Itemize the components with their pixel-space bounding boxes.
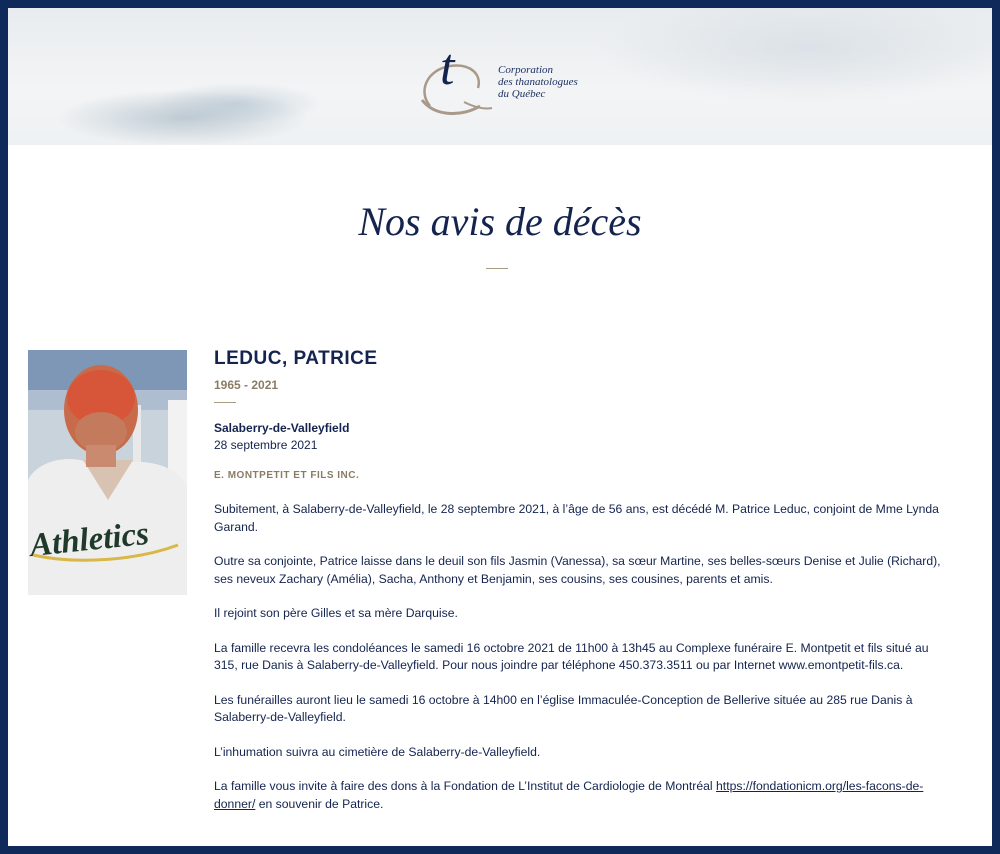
- obituary-paragraph: Subitement, à Salaberry-de-Valleyfield, le 28 septembre 2021, à l’âge de 56 ans, est décédé M. Patrice Leduc, conjoint de Mme Lynda Garand.: [214, 502, 939, 534]
- photo-shirt-text: Athletics: [28, 515, 151, 565]
- death-city: Salaberry-de-Valleyfield: [214, 421, 350, 435]
- logo-line-1: Corporation: [498, 64, 554, 76]
- obituary-paragraph: L’inhumation suivra au cimetière de Salaberry-de-Valleyfield.: [214, 744, 541, 759]
- death-date: 28 septembre 2021: [214, 438, 318, 452]
- page-frame: [8, 8, 992, 846]
- name-divider: [214, 402, 236, 403]
- header-banner: [8, 8, 992, 145]
- obituary-paragraph: Les funérailles auront lieu le samedi 16 octobre à 14h00 en l’église Immaculée-Conception de Bellerive située au 285 rue Danis à Salaberry-de-Valleyfield.: [214, 692, 913, 724]
- donation-paragraph: [214, 778, 954, 813]
- logo-line-2: des thanatologues: [498, 76, 578, 88]
- donation-link[interactable]: https://fondationicm.org/les-facons-de-donner/: [214, 779, 924, 811]
- obituary-content: [214, 346, 954, 813]
- logo[interactable]: [416, 40, 596, 120]
- donation-text-end: en souvenir de Patrice.: [255, 796, 384, 811]
- logo-text: [498, 64, 578, 100]
- title-divider: [486, 268, 508, 269]
- obituary-paragraph: Outre sa conjointe, Patrice laisse dans le deuil son fils Jasmin (Vanessa), sa sœur Martine, ses belles-sœurs Denise et Julie (Richard), ses neveux Zachary (Amélia), Sacha, Anthony et Benjamin, ses cousins, ses cousines, parents et amis.: [214, 554, 941, 586]
- logo-line-3: du Québec: [498, 88, 546, 100]
- life-years: 1965 - 2021: [214, 378, 279, 392]
- donation-text: La famille vous invite à faire des dons à la Fondation de L’Institut de Cardiologie de Montréal: [214, 779, 717, 793]
- deceased-photo: [28, 350, 187, 595]
- obituary-paragraph: La famille recevra les condoléances le samedi 16 octobre 2021 de 11h00 à 13h45 au Complexe funéraire E. Montpetit et fils situé au 315, rue Danis à Salaberry-de-Valleyfield. Pour nous joindre par téléphone 450.373.3511 ou par Internet www.emontpetit-fils.ca.: [214, 640, 929, 672]
- page-title: Nos avis de décès: [358, 199, 642, 244]
- deceased-name: LEDUC, PATRICE: [214, 348, 378, 369]
- svg-text:t: t: [440, 40, 455, 96]
- obituary-paragraph: Il rejoint son père Gilles et sa mère Darquise.: [214, 606, 458, 620]
- funeral-home: E. MONTPETIT ET FILS INC.: [214, 470, 360, 481]
- logo-mark-icon: [416, 40, 498, 120]
